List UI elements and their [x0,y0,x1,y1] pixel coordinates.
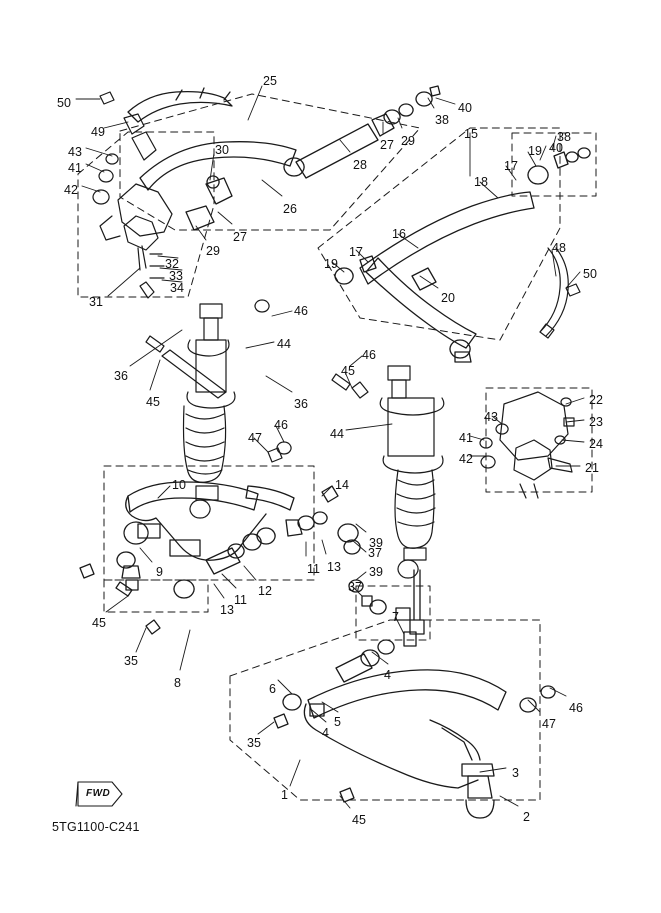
callout-number: 41 [459,431,473,445]
callout-number: 41 [68,161,82,175]
callout-number: 17 [504,159,518,173]
callout-number: 28 [353,158,367,172]
callout-number: 37 [348,580,362,594]
callout-number: 44 [330,427,344,441]
callout-number: 11 [307,562,320,576]
fwd-marker-label: FWD [86,788,111,799]
callout-number: 11 [234,593,247,607]
callout-number: 38 [435,113,449,127]
callout-number: 46 [362,348,376,362]
callout-number: 45 [146,395,160,409]
callout-number: 8 [174,676,181,690]
callout-number: 50 [57,96,71,110]
callout-number: 3 [512,766,519,780]
callout-number: 20 [441,291,455,305]
callout-number: 36 [294,397,308,411]
callout-number: 38 [557,130,571,144]
callout-number: 45 [352,813,366,827]
callout-number: 34 [170,281,184,295]
callout-number: 4 [384,668,391,682]
callout-number: 40 [458,101,472,115]
callout-number: 27 [233,230,247,244]
callout-number: 44 [277,337,291,351]
callout-number: 4 [322,726,329,740]
callout-number: 45 [92,616,106,630]
callout-number: 6 [269,682,276,696]
callout-number: 47 [542,717,556,731]
callout-number: 19 [528,144,542,158]
callout-number: 40 [549,141,563,155]
callout-number: 29 [206,244,220,258]
callout-number: 42 [459,452,473,466]
callout-number: 7 [392,610,399,624]
callout-number: 2 [523,810,530,824]
callout-number: 31 [89,295,103,309]
callout-number: 24 [589,437,603,451]
callout-number: 50 [583,267,597,281]
callout-number: 25 [263,74,277,88]
callout-number: 30 [215,143,229,157]
part-code-label: 5TG1100-C241 [52,820,140,834]
callout-number: 1 [281,788,288,802]
callout-number: 16 [392,227,406,241]
callout-number: 12 [258,584,272,598]
callout-number: 43 [68,145,82,159]
callout-number: 13 [327,560,341,574]
callout-number: 42 [64,183,78,197]
callout-number: 5 [334,715,341,729]
callout-number: 32 [165,257,179,271]
callout-number: 47 [248,431,262,445]
callout-number: 35 [124,654,138,668]
callout-number: 29 [401,134,415,148]
callout-number: 43 [484,410,498,424]
callout-number: 14 [335,478,349,492]
callout-number: 21 [585,461,599,475]
callout-number: 39 [369,536,383,550]
callout-number: 19 [324,257,338,271]
callout-number: 45 [341,364,355,378]
callout-number: 33 [169,269,183,283]
callout-number: 35 [247,736,261,750]
callout-number: 17 [349,245,363,259]
callout-number: 9 [156,565,163,579]
callout-number: 49 [91,125,105,139]
callout-number: 27 [380,138,394,152]
callout-number: 22 [589,393,603,407]
callout-number: 48 [552,241,566,255]
callout-number: 10 [172,478,186,492]
callout-number: 23 [589,415,603,429]
callout-number: 46 [294,304,308,318]
callout-number: 46 [569,701,583,715]
callout-number: 18 [474,175,488,189]
callout-number: 36 [114,369,128,383]
callout-number: 46 [274,418,288,432]
callout-number: 15 [464,127,478,141]
callout-number: 13 [220,603,234,617]
callout-number: 37 [368,546,382,560]
callout-number: 26 [283,202,297,216]
callout-number: 39 [369,565,383,579]
